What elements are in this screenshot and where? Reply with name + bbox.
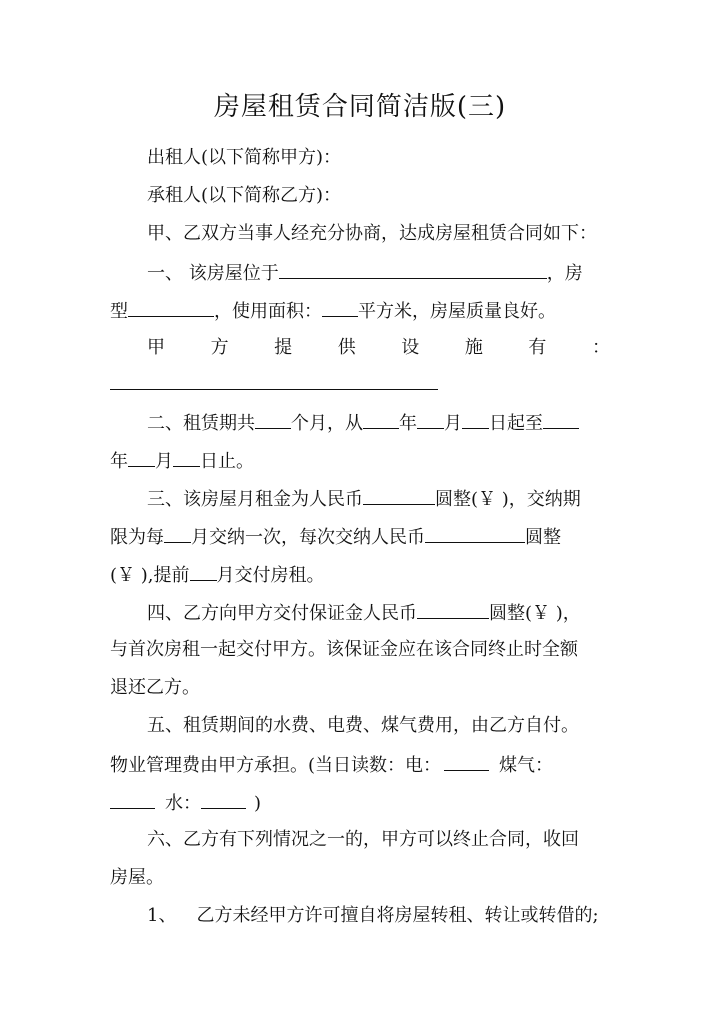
rent-suffix: 圆整(￥ )，交纳期 xyxy=(435,489,581,510)
area-suffix: 平方米，房屋质量良好。 xyxy=(358,301,556,322)
advance-months-blank xyxy=(190,562,217,581)
item-number: 1、 xyxy=(147,905,177,926)
clause-1-line-1 xyxy=(147,260,610,286)
document-title: 房屋租赁合同简洁版(三) xyxy=(213,92,507,122)
clause-2-line-1 xyxy=(147,410,610,436)
year-label: 年 xyxy=(399,413,417,434)
clause-2-line-2 xyxy=(110,448,610,474)
clause-6-item-1 xyxy=(147,904,610,928)
payment-amount-label: 月交纳一次，每次交纳人民币 xyxy=(191,527,425,548)
deposit-label: 四、乙方向甲方交付保证金人民币 xyxy=(147,603,417,624)
facilities-char: 甲 xyxy=(147,337,165,358)
rent-blank xyxy=(363,486,435,505)
lease-term-label: 二、租赁期共 xyxy=(147,413,255,434)
year-label: 年 xyxy=(110,451,128,472)
payment-amount-suffix: 圆整 xyxy=(525,527,561,548)
facilities-line xyxy=(147,336,610,360)
end-label: 日止。 xyxy=(200,451,254,472)
clause-3-line-1 xyxy=(147,486,610,512)
clause-1-line-2 xyxy=(110,298,610,324)
closing-paren: ) xyxy=(254,793,262,814)
payment-amount-blank xyxy=(425,524,525,543)
clause-4-line-1 xyxy=(147,600,610,626)
lessor-line: 出租人(以下简称甲方)： xyxy=(147,147,342,168)
clause-5-line-1: 五、租赁期间的水费、电费、煤气费用，由乙方自付。 xyxy=(147,715,579,736)
facilities-char: 供 xyxy=(337,337,356,358)
facilities-char: 设 xyxy=(401,337,420,358)
electricity-blank xyxy=(444,752,489,771)
clause-5-line-2 xyxy=(110,752,610,778)
house-type-blank xyxy=(128,298,214,317)
gas-label: 煤气： xyxy=(499,755,554,776)
facilities-char: 施 xyxy=(464,337,483,358)
gas-blank xyxy=(110,790,155,809)
start-day-blank xyxy=(462,410,489,429)
clause-4-line-2: 与首次房租一起交付甲方。该保证金应在该合同终止时全额 xyxy=(110,639,578,660)
area-label: ，使用面积： xyxy=(214,301,322,322)
clause-3-line-3 xyxy=(110,562,610,588)
facilities-char: 方 xyxy=(210,337,229,358)
advance-label: (￥ ),提前 xyxy=(110,565,190,586)
months-from-label: 个月，从 xyxy=(291,413,363,434)
water-label: 水： xyxy=(165,793,201,814)
clause-6-line-2: 房屋。 xyxy=(110,867,164,888)
payment-period-blank xyxy=(164,524,191,543)
address-blank xyxy=(279,260,547,279)
facilities-blank xyxy=(110,389,438,390)
start-year-blank xyxy=(363,410,399,429)
area-blank xyxy=(322,298,358,317)
clause-1-suffix: ，房 xyxy=(546,263,583,284)
electricity-label: 物业管理费由甲方承担。(当日读数：电： xyxy=(110,755,442,776)
advance-suffix: 月交付房租。 xyxy=(216,565,325,586)
facilities-char: 有 xyxy=(528,337,547,358)
agreement-intro: 甲、乙双方当事人经充分协商，达成房屋租赁合同如下： xyxy=(147,223,597,244)
end-day-blank xyxy=(173,448,200,467)
rent-label: 三、该房屋月租金为人民币 xyxy=(147,489,363,510)
facilities-char: ： xyxy=(591,337,610,358)
payment-period-label: 限为每 xyxy=(110,527,164,548)
months-blank xyxy=(255,410,291,429)
end-month-blank xyxy=(128,448,155,467)
clause-5-line-3 xyxy=(110,790,610,816)
end-year-blank xyxy=(543,410,579,429)
item-text: 乙方未经甲方许可擅自将房屋转租、转让或转借的; xyxy=(196,905,599,926)
house-type-label: 型 xyxy=(110,301,128,322)
clause-1-label: 一、 该房屋位于 xyxy=(147,263,279,284)
clause-3-line-2 xyxy=(110,524,610,550)
clause-6-line-1: 六、乙方有下列情况之一的，甲方可以终止合同，收回 xyxy=(147,829,579,850)
water-blank xyxy=(201,790,246,809)
deposit-blank xyxy=(417,600,489,619)
month-label: 月 xyxy=(155,451,173,472)
start-to-label: 日起至 xyxy=(489,413,543,434)
month-label: 月 xyxy=(444,413,462,434)
lessee-line: 承租人(以下简称乙方)： xyxy=(147,185,342,206)
clause-4-line-3: 退还乙方。 xyxy=(110,677,200,698)
deposit-suffix: 圆整(￥ )， xyxy=(489,603,581,624)
start-month-blank xyxy=(417,410,444,429)
facilities-char: 提 xyxy=(274,337,293,358)
